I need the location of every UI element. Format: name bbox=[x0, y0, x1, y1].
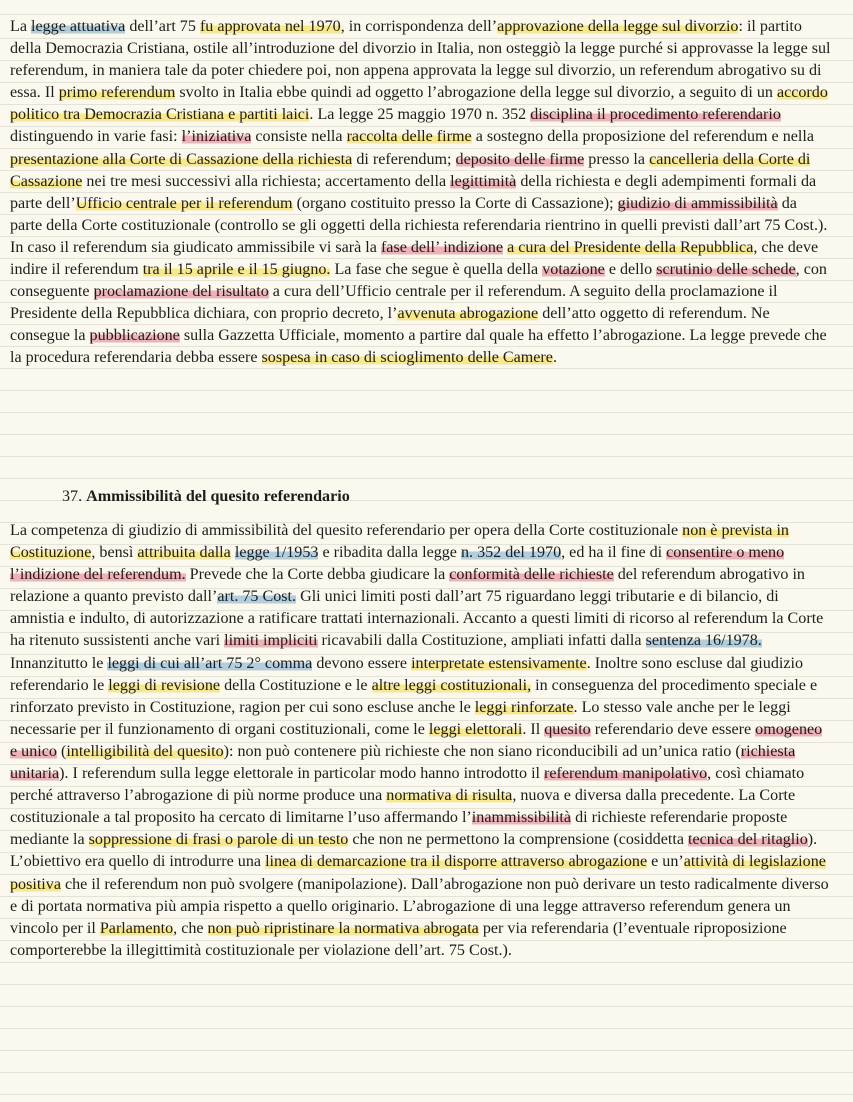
highlighted-text: leggi di cui all’art 75 2° comma bbox=[107, 654, 313, 672]
text-run: e dello bbox=[604, 261, 657, 279]
highlighted-text: giudizio di ammissibilità bbox=[617, 194, 778, 212]
highlighted-text: conformità delle richieste bbox=[449, 566, 614, 584]
highlighted-text: consentire o meno l’indizione del referendum. bbox=[10, 544, 785, 584]
highlighted-text: votazione bbox=[542, 261, 605, 279]
text-run: , nuova e diversa dalla precedente. La Corte costituzionale a tal proposito ha cercato di limitarne l’uso affermando l’ bbox=[10, 787, 796, 827]
text-run: referendario deve essere bbox=[590, 720, 756, 738]
highlighted-text: soppressione di frasi o parole di un testo bbox=[88, 831, 349, 849]
highlighted-text: presentazione alla Corte di Cassazione della richiesta bbox=[10, 150, 353, 168]
highlighted-text: non può ripristinare la normativa abrogata bbox=[207, 919, 479, 937]
highlighted-text: pubblicazione bbox=[89, 327, 180, 345]
highlighted-text: disciplina il procedimento referendario bbox=[530, 106, 781, 124]
highlighted-text: raccolta delle firme bbox=[346, 128, 472, 146]
highlighted-text: Ufficio centrale per il referendum bbox=[75, 194, 293, 212]
highlighted-text: legge attuativa bbox=[31, 18, 126, 35]
highlighted-text: sospesa in caso di scioglimento delle Camere bbox=[261, 349, 553, 367]
text-run: dell’art 75 bbox=[125, 18, 200, 35]
highlighted-text: non è prevista in Costituzione bbox=[10, 522, 789, 562]
text-run: (organo costituito presso la Corte di Cassazione); bbox=[292, 194, 618, 212]
highlighted-text: deposito delle firme bbox=[455, 150, 585, 168]
highlighted-text: art. 75 Cost. bbox=[217, 588, 297, 606]
highlighted-text: sentenza 16/1978. bbox=[645, 632, 762, 650]
text-run: della richiesta e degli adempimenti formali da parte dell’ bbox=[10, 172, 817, 212]
highlighted-text: accordo politico tra Democrazia Cristiana e partiti laici bbox=[10, 84, 828, 124]
text-run: svolto in Italia ebbe quindi ad oggetto l’abrogazione della legge sul divorzio, a seguito di un bbox=[175, 84, 777, 102]
highlighted-text: attribuita dalla bbox=[137, 544, 231, 562]
text-run: dell’atto oggetto di referendum. Ne consegue la bbox=[10, 305, 770, 345]
text-run: per via referendaria (l’eventuale riproposizione comporterebbe la illegittimità costituzionale per violazione dell’art. 75 Cost.). bbox=[10, 919, 787, 959]
text-run: e ribadita dalla legge bbox=[318, 544, 461, 562]
highlighted-text: intelligibilità del quesito bbox=[66, 742, 224, 760]
text-run: . Il bbox=[522, 720, 545, 738]
highlighted-text: referendum manipolativo bbox=[544, 765, 708, 783]
highlighted-text: primo referendum bbox=[58, 84, 176, 102]
text-run: in conseguenza del procedimento speciale e rinforzato previsto in Costituzione, ragion per cui sono escluse anche le bbox=[10, 676, 818, 716]
text-run: di richieste referendarie proposte mediante la bbox=[10, 809, 788, 849]
highlighted-text: inammissibilità bbox=[471, 809, 572, 827]
text-run: che non ne permettono la comprensione (cosiddetta bbox=[348, 831, 688, 849]
highlighted-text: tecnica del ritaglio bbox=[688, 831, 808, 849]
text-run: da parte della Corte costituzionale (controllo se gli oggetti della richiesta referendaria rientrino in quelli previsti dall’art 75 Cost.). In caso il referendum sia giudicato ammissibile vi sarà la bbox=[10, 194, 828, 256]
highlighted-text: limiti impliciti bbox=[224, 632, 318, 650]
text-run: , bensì bbox=[91, 544, 138, 562]
text-run: della Costituzione e le bbox=[220, 676, 372, 694]
text-run: e un’ bbox=[647, 853, 684, 871]
highlighted-text: avvenuta abrogazione bbox=[397, 305, 539, 323]
paragraph-referendum-procedure bbox=[10, 16, 832, 370]
highlighted-text: tra il 15 aprile e il 15 giugno. bbox=[142, 261, 331, 279]
highlighted-text: leggi elettorali bbox=[428, 720, 523, 738]
highlighted-text: Parlamento bbox=[99, 919, 174, 937]
highlighted-text: richiesta unitaria bbox=[10, 742, 796, 783]
highlighted-text: fu approvata nel 1970 bbox=[199, 18, 341, 35]
highlighted-text: proclamazione del risultato bbox=[93, 283, 269, 301]
text-run: Innanzitutto le bbox=[10, 654, 108, 672]
highlighted-text: altre leggi costituzionali, bbox=[371, 676, 532, 694]
text-run: . Lo stesso vale anche per le leggi necessarie per il funzionamento di organi costituzionali, come le bbox=[10, 698, 791, 738]
highlighted-text: quesito bbox=[544, 720, 591, 738]
highlighted-text: cancelleria della Corte di Cassazione bbox=[10, 150, 811, 190]
highlighted-text: fase dell’ indizione bbox=[380, 238, 504, 256]
text-run: , che bbox=[173, 919, 208, 937]
highlighted-text: approvazione della legge sul divorzio bbox=[497, 18, 739, 35]
highlighted-text: legge 1/1953 bbox=[234, 544, 319, 562]
text-run: , in corrispondenza dell’ bbox=[340, 18, 498, 35]
highlighted-text: leggi di revisione bbox=[108, 676, 221, 694]
text-run: consiste nella bbox=[251, 128, 347, 146]
text-run: ). L’obiettivo era quello di introdurre una bbox=[10, 831, 818, 871]
text-run: devono essere bbox=[312, 654, 412, 672]
highlighted-text: linea di demarcazione tra il disporre attraverso abrogazione bbox=[265, 853, 648, 871]
highlighted-text: l’iniziativa bbox=[181, 128, 252, 146]
text-run: che il referendum non può svolgere (manipolazione). Dall’abrogazione non può derivare un testo radicalmente diverso e di portata normativa più ampia rispetto a quello originario. L’abrogazione di una legge attraverso referendum genera un vincolo per il bbox=[10, 875, 829, 937]
highlighted-text: omogeneo e unico bbox=[10, 720, 823, 760]
paragraph-admissibility bbox=[10, 520, 832, 962]
text-run: ( bbox=[56, 742, 67, 760]
text-run: , con conseguente bbox=[10, 261, 827, 301]
text-run: presso la bbox=[584, 150, 650, 168]
text-run: a sostegno della proposizione del referendum e nella bbox=[471, 128, 814, 146]
text-run: Prevede che la Corte debba giudicare la bbox=[185, 566, 450, 584]
text-run: La bbox=[10, 18, 31, 35]
text-run: La fase che segue è quella della bbox=[330, 261, 543, 279]
highlighted-text: n. 352 del 1970 bbox=[460, 544, 562, 562]
text-run: . bbox=[552, 349, 557, 367]
text-run: ricavabili dalla Costituzione, ampliati infatti dalla bbox=[317, 632, 646, 650]
section-heading bbox=[62, 486, 350, 508]
text-run: di referendum; bbox=[352, 150, 456, 168]
text-run: , così chiamato perché attraverso l’abrogazione di più norme produce una bbox=[10, 765, 805, 805]
text-run: nei tre mesi successivi alla richiesta; accertamento della bbox=[82, 172, 451, 190]
highlighted-text: a cura del Presidente della Repubblica bbox=[507, 238, 754, 256]
section-number: 37. bbox=[62, 488, 83, 505]
text-run: , ed ha il fine di bbox=[561, 544, 667, 562]
text-run: La competenza di giudizio di ammissibilità del quesito referendario per opera della Corte costituzionale bbox=[10, 522, 683, 539]
highlighted-text: attività di legislazione positiva bbox=[10, 853, 826, 893]
text-run: del referendum abrogativo in relazione a quanto previsto dall’ bbox=[10, 566, 805, 606]
text-run: a cura dell’Ufficio centrale per il referendum. A seguito della proclamazione il Presidente della Repubblica dichiara, con proprio decreto, l’ bbox=[10, 283, 778, 323]
text-run: . La legge 25 maggio 1970 n. 352 bbox=[309, 106, 531, 124]
text-run: . Inoltre sono escluse dal giudizio referendario le bbox=[10, 654, 804, 694]
highlighted-text: leggi rinforzate bbox=[474, 698, 574, 716]
text-run: , che deve indire il referendum bbox=[10, 238, 819, 279]
section-title: Ammissibilità del quesito referendario bbox=[86, 488, 350, 505]
highlighted-text: legittimità bbox=[450, 172, 517, 190]
highlighted-text: normativa di risulta bbox=[386, 787, 513, 805]
text-run: ). I referendum sulla legge elettorale in particolar modo hanno introdotto il bbox=[59, 765, 545, 783]
text-run: sulla Gazzetta Ufficiale, momento a partire dal quale ha effetto l’abrogazione. La legge prevede che la procedura referendaria debba essere bbox=[10, 327, 827, 367]
highlighted-text: scrutinio delle schede bbox=[656, 261, 796, 279]
highlighted-text: interpretate estensivamente bbox=[411, 654, 587, 672]
text-run: : il partito della Democrazia Cristiana, ostile all’introduzione del divorzio in Italia, non osteggiò la legge purché si approvasse la legge sul referendum, in maniera tale da poter chiedere poi, non appena approvata la legge sul divorzio, un referendum abrogativo su di essa. Il bbox=[10, 18, 831, 102]
text-run: distinguendo in varie fasi: bbox=[10, 128, 182, 146]
text-run: ): non può contenere più richieste che non siano riconducibili ad un’unica ratio ( bbox=[223, 742, 741, 760]
text-run: Gli unici limiti posti dall’art 75 riguardano leggi tributarie e di bilancio, di amnistia e indulto, di autorizzazione a ratificare trattati internazionali. Accanto a questi limiti di ricorso al referendum la Corte ha ritenuto sussistenti anche vari bbox=[10, 588, 824, 650]
